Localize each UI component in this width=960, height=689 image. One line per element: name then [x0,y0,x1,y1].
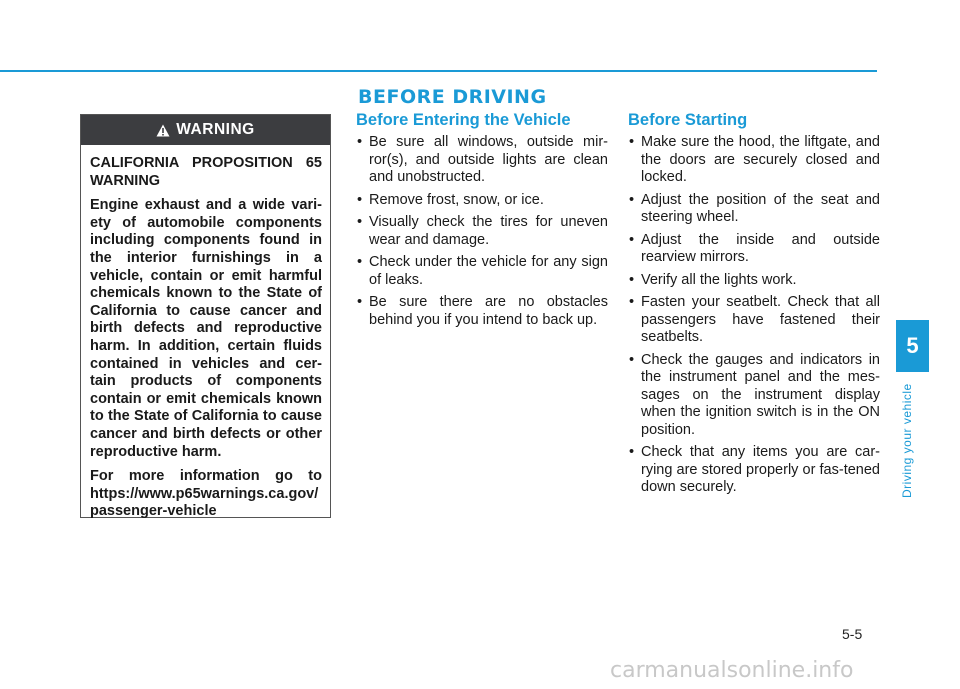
before-starting-title: Before Starting [628,111,748,129]
warning-info-link: For more information go to https://www.p65warnings.ca.gov/passenger-vehicle [90,468,322,520]
page-number: 5-5 [842,626,863,642]
warning-body [81,145,330,521]
list-item: • Be sure there are no obstacles behind you if you intend to back up. [356,294,608,329]
list-item: • Check the gauges and indicators in the instrument panel and the mes-sages on the instrument display when the ignition switch is in the ON position. [628,352,880,440]
chapter-number-tab: 5 [896,320,929,372]
warning-heading: CALIFORNIA PROPOSITION 65 WARNING [90,155,322,189]
list-item: • Remove frost, snow, or ice. [356,192,608,210]
warning-title: WARNING [176,121,255,138]
list-item: • Verify all the lights work. [628,272,880,290]
warning-triangle-icon [156,124,170,137]
list-item: • Adjust the position of the seat and steering wheel. [628,192,880,227]
before-entering-section [356,111,608,334]
before-entering-title: Before Entering the Vehicle [356,111,571,129]
list-item: • Check under the vehicle for any sign of leaks. [356,254,608,289]
before-entering-list [356,134,608,329]
watermark: carmanualsonline.info [610,658,854,683]
list-item: • Visually check the tires for uneven wear and damage. [356,214,608,249]
warning-box [80,114,331,518]
list-item: • Fasten your seatbelt. Check that all passengers have fastened their seatbelts. [628,294,880,347]
list-item: • Make sure the hood, the liftgate, and the doors are securely closed and locked. [628,134,880,187]
before-starting-section [628,111,880,502]
before-starting-list [628,134,880,497]
warning-text: Engine exhaust and a wide vari-ety of automobile components including components found in the interior furnishings in a vehicle, contain or emit harmful chemicals known to the State of California to cause cancer and birth defects and reproductive harm. In addition, certain fluids contained in vehicles and cer-tain products of components contain or emit chemicals known to the State of California to cause cancer and birth defects or other reproductive harm. [90,197,322,460]
chapter-label: Driving your vehicle [900,383,914,498]
list-item: • Check that any items you are car-rying are stored properly or fas-tened down securely. [628,444,880,497]
top-rule [0,70,877,72]
list-item: • Adjust the inside and outside rearview mirrors. [628,232,880,267]
section-title: BEFORE DRIVING [358,86,547,108]
warning-header [81,115,330,145]
list-item: • Be sure all windows, outside mir-ror(s), and outside lights are clean and unobstructed. [356,134,608,187]
